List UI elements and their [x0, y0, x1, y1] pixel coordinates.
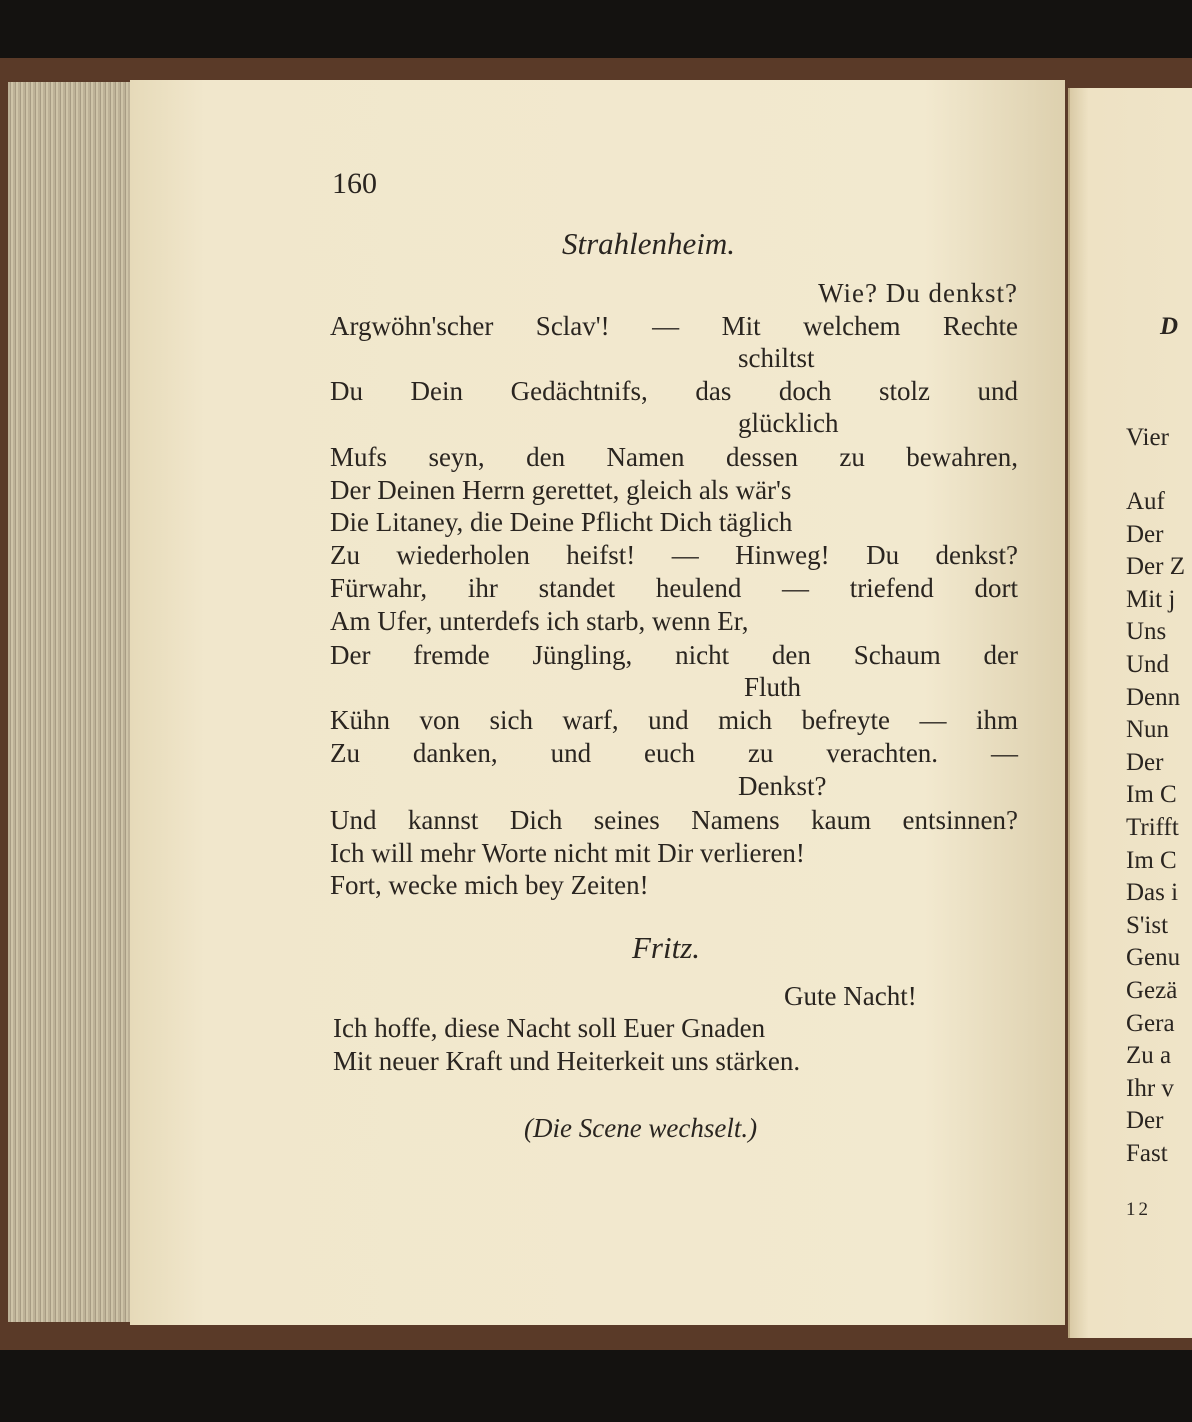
right-verse-line: Der: [1126, 748, 1164, 776]
verse-line: Zu wiederholen heifst! — Hinweg! Du denkst?: [330, 540, 1018, 570]
verse-line: Wie? Du denkst?: [818, 278, 1018, 308]
right-verse-line: Der Z: [1126, 553, 1185, 581]
verse-line: Am Ufer, unterdefs ich starb, wenn Er,: [330, 606, 749, 636]
right-verse-line: Nun: [1126, 716, 1170, 744]
verse-line: Zu danken, und euch zu verachten. —: [330, 738, 1018, 768]
verse-line: Mufs seyn, den Namen dessen zu bewahren,: [330, 442, 1018, 472]
right-verse-line: Fast: [1126, 1140, 1168, 1167]
verse-line: glücklich: [738, 408, 839, 438]
right-verse-line: S'ist: [1126, 911, 1169, 939]
right-verse-line: Zu a: [1126, 1042, 1172, 1070]
signature-mark: 12: [1126, 1199, 1151, 1220]
verse-line: Die Litaney, die Deine Pflicht Dich täglich: [330, 507, 793, 537]
speaker-name: Strahlenheim.: [562, 226, 736, 261]
page-number: 160: [332, 167, 377, 200]
page-edges: [8, 82, 143, 1322]
verse-line: Und kannst Dich seines Namens kaum entsinnen?: [330, 805, 1018, 835]
verse-line: Fluth: [744, 672, 802, 702]
verse-line: Fürwahr, ihr standet heulend — triefend dort: [330, 573, 1018, 603]
verse-line: Mit neuer Kraft und Heiterkeit uns stärken.: [333, 1046, 801, 1076]
right-verse-line: Gezä: [1126, 977, 1178, 1004]
verse-line: Ich will mehr Worte nicht mit Dir verlieren!: [330, 838, 805, 868]
right-verse-line: Genu: [1126, 944, 1181, 972]
verse-line: schiltst: [738, 343, 815, 373]
right-verse-line: Der: [1126, 520, 1164, 548]
verse-line: Der fremde Jüngling, nicht den Schaum der: [330, 640, 1018, 670]
right-verse-line: Uns: [1126, 618, 1167, 646]
verse-line: Ich hoffe, diese Nacht soll Euer Gnaden: [333, 1013, 766, 1043]
verse-line: Kühn von sich warf, und mich befreyte — ihm: [330, 705, 1018, 735]
right-verse-line: Im C: [1126, 781, 1177, 809]
verse-line: Gute Nacht!: [784, 981, 917, 1011]
verse-line: Fort, wecke mich bey Zeiten!: [330, 870, 649, 900]
stage-direction: (Die Scene wechselt.): [524, 1113, 758, 1143]
right-verse-line: Das i: [1126, 879, 1179, 907]
right-verse-line: Ihr v: [1126, 1074, 1174, 1102]
right-verse-line: Im C: [1126, 846, 1177, 874]
right-verse-line: Gera: [1126, 1009, 1175, 1037]
speaker-name: Fritz.: [632, 930, 701, 965]
right-verse-line: Denn: [1126, 683, 1181, 711]
right-verse-line: Vier: [1126, 424, 1169, 451]
right-verse-line: Und: [1126, 651, 1170, 678]
right-verse-line: Mit j: [1126, 585, 1176, 613]
verse-line: Der Deinen Herrn gerettet, gleich als wär's: [330, 475, 792, 505]
right-verse-line: Der: [1126, 1107, 1164, 1135]
right-verse-line: Auf: [1126, 488, 1165, 515]
verse-line: Argwöhn'scher Sclav'! — Mit welchem Rechte: [330, 311, 1018, 341]
verse-line: Denkst?: [738, 771, 827, 801]
right-verse-line: Trifft: [1126, 814, 1179, 841]
verse-line: Du Dein Gedächtnifs, das doch stolz und: [330, 376, 1018, 406]
right-heading: D: [1160, 313, 1179, 340]
